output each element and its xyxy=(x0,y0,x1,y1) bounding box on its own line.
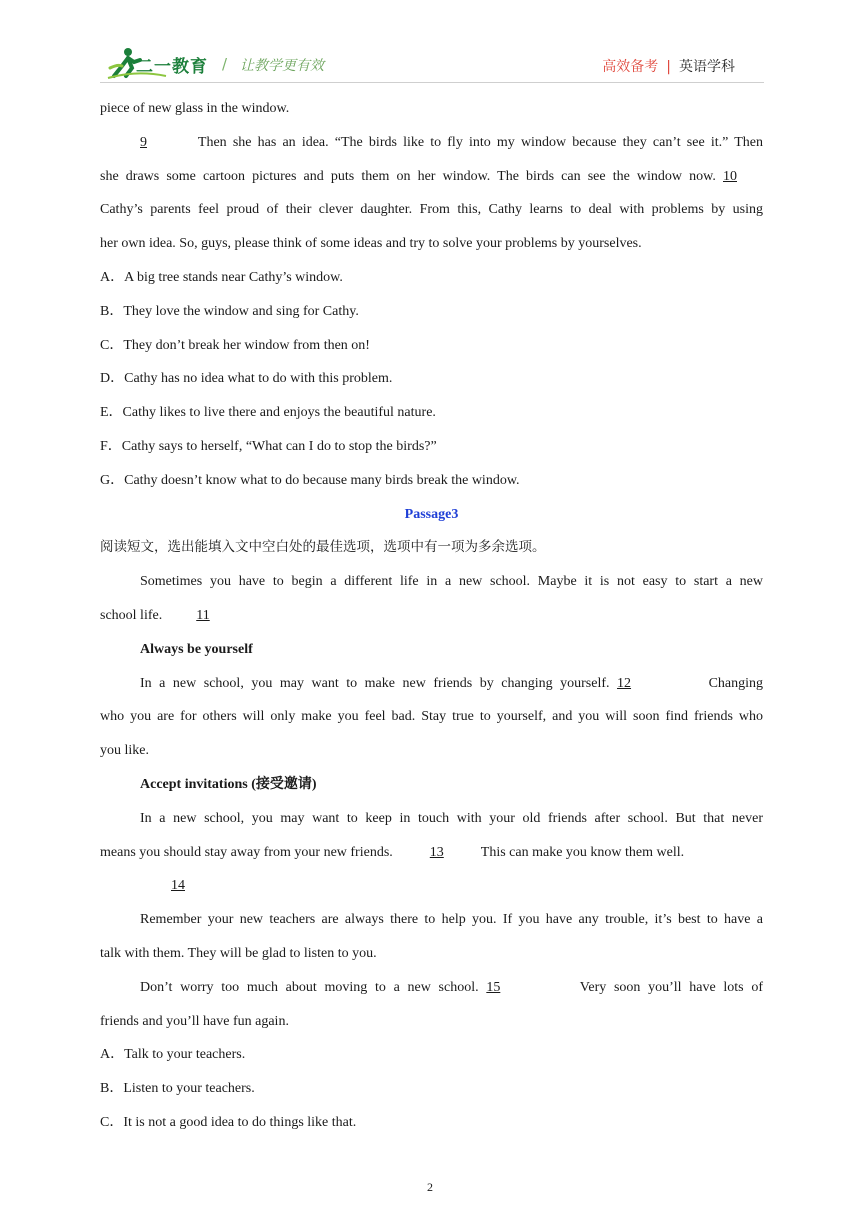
brand-name: 二一教育 xyxy=(136,57,208,77)
passage-title: Passage3 xyxy=(404,506,459,522)
text-line: talk with them. They will be glad to listen to you. xyxy=(100,945,377,961)
page-header xyxy=(0,0,860,86)
document-body xyxy=(100,92,763,1140)
blank-13: 13 xyxy=(429,844,444,860)
blank-9: 9 xyxy=(140,134,147,150)
text-line: her own idea. So, guys, please think of some ideas and try to solve your problems by yourselves. xyxy=(100,236,642,252)
text-segment: In a new school, you may want to make new friends by changing yourself. xyxy=(140,675,610,691)
option-d: D．Cathy has no idea what to do with this problem. xyxy=(100,371,393,387)
slogan: 让教学更有效 xyxy=(240,58,324,74)
text-line xyxy=(100,599,763,633)
option-b: B．Listen to your teachers. xyxy=(100,1081,255,1097)
option-f: F．Cathy says to herself, “What can I do to stop the birds?” xyxy=(100,438,437,454)
text-line: Remember your new teachers are always there to help you. If you have any trouble, it’s best to have a xyxy=(140,912,763,928)
option-b: B．They love the window and sing for Cathy. xyxy=(100,303,359,319)
text-line: Sometimes you have to begin a different life in a new school. Maybe it is not easy to start a new xyxy=(140,574,763,590)
header-tags xyxy=(602,56,735,76)
tag-subject: 英语学科 xyxy=(679,59,735,75)
text-segment: Changing xyxy=(708,675,764,691)
tag-separator: | xyxy=(666,59,671,75)
text-segment: Then she has an idea. “The birds like to fly into my window because they can’t see it.” Then xyxy=(197,134,763,150)
text-segment: she draws some cartoon pictures and puts them on her window. The birds can see the window now. xyxy=(100,168,716,184)
text-line: In a new school, you may want to keep in touch with your old friends after school. But that never xyxy=(140,810,763,826)
header-divider xyxy=(100,82,764,83)
text-line xyxy=(100,126,763,160)
text-segment: Very soon you’ll have lots of xyxy=(579,979,763,995)
section-heading: Always be yourself xyxy=(140,641,253,657)
text-segment: school life. xyxy=(100,607,163,623)
option-a: A．Talk to your teachers. xyxy=(100,1047,246,1063)
text-line: friends and you’ll have fun again. xyxy=(100,1013,289,1029)
tag-exam-prep: 高效备考 xyxy=(602,59,659,75)
blank-14: 14 xyxy=(171,878,185,894)
text-segment: means you should stay away from your new friends. xyxy=(100,844,393,860)
page-number: 2 xyxy=(427,1180,433,1194)
text-segment: This can make you know them well. xyxy=(480,844,685,860)
section-heading xyxy=(100,768,763,802)
slogan-separator: / xyxy=(222,55,228,73)
text-segment: Don’t worry too much about moving to a new school. xyxy=(140,979,479,995)
text-line: piece of new glass in the window. xyxy=(100,101,290,116)
blank-10: 10 xyxy=(723,168,737,184)
option-c: C．It is not a good idea to do things like that. xyxy=(100,1114,357,1130)
option-c: C．They don’t break her window from then on! xyxy=(100,337,370,353)
blank-12: 12 xyxy=(617,675,632,691)
option-e: E．Cathy likes to live there and enjoys the beautiful nature. xyxy=(100,405,436,421)
text-line: Cathy’s parents feel proud of their clever daughter. From this, Cathy learns to deal with problems by using xyxy=(100,202,763,218)
text-line xyxy=(100,971,763,1005)
blank-15: 15 xyxy=(486,979,501,995)
text-line xyxy=(100,836,763,870)
text-line: you like. xyxy=(100,743,149,759)
option-g: G．Cathy doesn’t know what to do because many birds break the window. xyxy=(100,472,520,488)
heading-text: Accept invitations (接受邀请) xyxy=(140,776,317,792)
text-line xyxy=(100,667,763,701)
text-line: who you are for others will only make you feel bad. Stay true to yourself, and you will soon find friends who xyxy=(100,709,763,725)
text-line xyxy=(100,160,763,194)
blank-11: 11 xyxy=(196,607,210,623)
text-line xyxy=(100,869,763,903)
option-a: A．A big tree stands near Cathy’s window. xyxy=(100,269,343,285)
instruction: 阅读短文，选出能填入文中空白处的最佳选项，选项中有一项为多余选项。 xyxy=(100,539,546,556)
